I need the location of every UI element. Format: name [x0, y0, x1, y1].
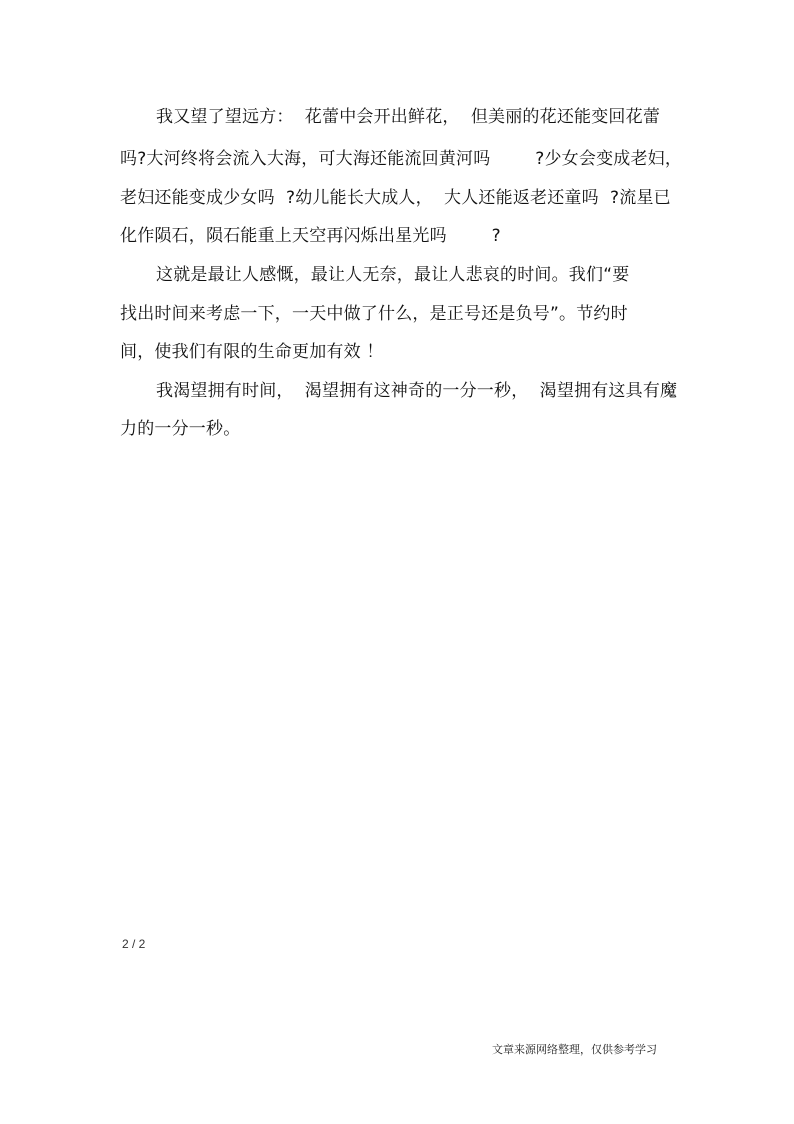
paragraph-2-line-1: 这就是最让人感慨，最让人无奈，最让人悲哀的时间。我们“要 — [156, 265, 630, 285]
paragraph-3-line-2: 力的一分一秒。 — [120, 419, 241, 439]
footer-note: 文章来源网络整理，仅供参考学习 — [492, 1043, 657, 1056]
paragraph-1-line-1: 我又望了望远方： 花蕾中会开出鲜花， 但美丽的花还能变回花蕾 — [156, 107, 661, 127]
paragraph-1-line-4: 化作陨石，陨石能重上天空再闪烁出星光吗 ? — [120, 226, 501, 246]
paragraph-2-line-3: 间，使我们有限的生命更加有效 ！ — [120, 342, 384, 362]
paragraph-1-line-3: 老妇还能变成少女吗 ?幼儿能长大成人， 大人还能返老还童吗 ?流星已 — [120, 188, 671, 208]
page-number: 2 / 2 — [122, 937, 146, 951]
paragraph-1-line-2: 吗?大河终将会流入大海，可大海还能流回黄河吗 ?少女会变成老妇， — [120, 149, 683, 169]
paragraph-3-line-1: 我渴望拥有时间， 渴望拥有这神奇的一分一秒， 渴望拥有这具有魔 — [156, 381, 678, 401]
paragraph-2-line-2: 找出时间来考虑一下，一天中做了什么，是正号还是负号”。节约时 — [120, 304, 628, 324]
